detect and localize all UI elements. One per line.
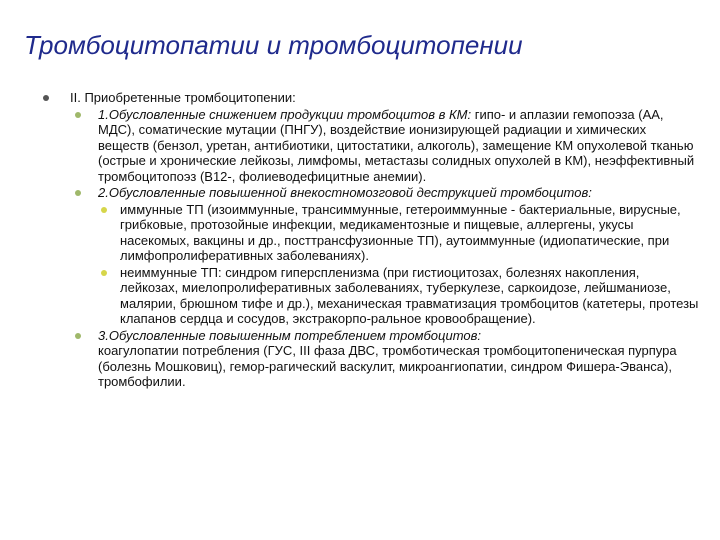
list-item-increased-destruction — [70, 185, 700, 327]
list-item-nonimmune-tp — [98, 265, 700, 327]
section-heading: II. Приобретенные тромбоцитопении: — [70, 90, 296, 105]
bullet-icon — [75, 190, 81, 196]
bullet-icon — [75, 112, 81, 118]
subitem-text: иммунные ТП (изоиммунные, трансиммунные, гетероиммунные - бактериальные, вирусные, грибковые, протозойные инфекции, медикаментозные и пищевые, аллергены, укусы насекомых, вакцины и др., посттрансфузионные ТП), аутоиммунные (идиопатические, при лимфопролиферативных заболеваниях). — [120, 201, 681, 263]
item-body: гипо- и аплазии гемопоэза (АА, МДС), соматические мутации (ПНГУ), воздействие ионизирующей радиации и химических веществ (бензол, уретан, антибиотики, цитостатики, алкоголь), замещение КМ опухолевой тканью (острые и хронические лейкозы, лимфомы, метастазы солидных опухолей в КМ), неэффективный тромбоцитопоэз (В12-, фолиеводефицитные анемии). — [98, 106, 695, 184]
list-item-reduced-production — [70, 107, 700, 185]
list-item-acquired-thrombocytopenias — [40, 90, 700, 390]
item-text — [98, 107, 700, 185]
item-body: коагулопатии потребления (ГУС, III фаза ДВС, тромботическая тромбоцитопеническая пурпура (болезнь Мошковиц), гемор-рагический васкулит, микроангиопатии, синдром Фишера-Эванса), тромбофилии. — [98, 343, 677, 389]
list-item-increased-consumption — [70, 328, 700, 390]
slide-body — [40, 90, 700, 390]
bullet-icon — [75, 333, 81, 339]
bullet-icon — [101, 270, 107, 276]
item-lead: 2.Обусловленные повышенной внекостномозговой деструкцией тромбоцитов: — [98, 185, 592, 200]
item-lead: 1.Обусловленные снижением продукции тромбоцитов в КМ: — [98, 106, 472, 122]
item-lead: 3.Обусловленные повышенным потреблением тромбоцитов: — [98, 327, 482, 343]
list-item-immune-tp — [98, 202, 700, 264]
slide-title: Тромбоцитопатии и тромбоцитопении — [24, 30, 523, 60]
bullet-icon — [101, 207, 107, 213]
subitem-text: неиммунные ТП: синдром гиперспленизма (при гистиоцитозах, болезнях накопления, лейкозах, миелопролиферативных заболеваниях, туберкулезе, саркоидозе, лейшманиозе, малярии, брюшном тифе и др.), механическая травматизация тромбоцитов (катетеры, протезы клапанов сердца и сосудов, экстракорпо-ральное кровообращение). — [120, 264, 699, 326]
bullet-icon — [43, 95, 49, 101]
